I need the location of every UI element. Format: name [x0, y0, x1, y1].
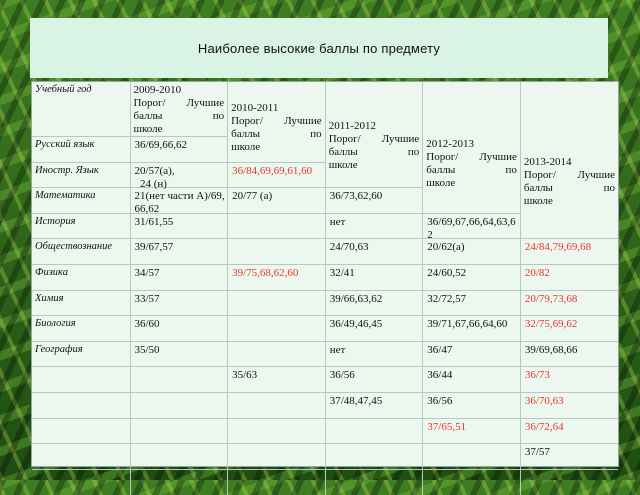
year-header-line2: баллы по — [328, 145, 420, 158]
score-cell — [228, 162, 326, 188]
score-value: 24/60,52 — [427, 266, 467, 279]
year-header-cell — [130, 82, 228, 137]
year-header-line3: школе — [523, 194, 553, 207]
year-header — [521, 82, 618, 208]
score-value: 39/69,68,66 — [524, 343, 578, 356]
score-value: 20/79,73,68 — [524, 292, 578, 305]
score-value: 37/57 — [524, 446, 550, 459]
score-cell — [228, 316, 326, 342]
score-value: 36/69,66,62 — [134, 139, 188, 151]
year-header-line1: Порог/ Лучшие — [231, 114, 322, 127]
year-header-year: 2010-2011 — [231, 101, 279, 114]
year-header-line3: школе — [231, 140, 261, 153]
score-cell — [130, 290, 228, 316]
score-cell — [130, 264, 228, 290]
score-value: 20/57(а), 24 (н) — [134, 164, 175, 190]
score-cell-inner — [326, 214, 423, 239]
score-value: 39/75,68,62,60 — [232, 266, 299, 279]
score-cell — [520, 418, 618, 444]
score-value: 37/65,51 — [427, 420, 467, 433]
score-cell-inner — [131, 163, 228, 188]
empty-cell — [228, 469, 326, 495]
empty-cell — [228, 418, 326, 444]
score-cell-inner — [423, 214, 520, 239]
empty-cell — [32, 418, 130, 444]
empty-cell — [325, 418, 423, 444]
score-value: 20/62(а) — [427, 241, 465, 254]
score-value: 36/70,63 — [524, 394, 564, 407]
subject-label: Физика — [35, 266, 68, 278]
score-cell-inner — [228, 316, 325, 341]
scores-table-frame — [31, 81, 619, 467]
score-value: нет — [329, 215, 346, 228]
score-cell-inner — [423, 342, 520, 367]
score-cell-inner — [521, 316, 618, 341]
score-cell — [325, 264, 423, 290]
score-cell-inner — [423, 291, 520, 316]
year-header-line3: школе — [133, 123, 163, 135]
score-value: 36/73 — [524, 369, 550, 382]
year-header-line1: Порог/ Лучшие — [133, 97, 225, 109]
empty-cell — [32, 469, 130, 495]
empty-cell — [32, 392, 130, 418]
score-cell — [325, 188, 423, 214]
score-value: 37/48,47,45 — [329, 394, 383, 407]
year-header-year: 2011-2012 — [328, 119, 376, 132]
score-value: 32/41 — [329, 266, 355, 279]
score-cell-inner — [131, 265, 228, 290]
score-cell — [520, 367, 618, 393]
score-cell — [423, 341, 521, 367]
score-value: 21(нет части А)/69,66,62 — [134, 190, 225, 216]
score-value: 32/75,69,62 — [524, 318, 578, 331]
subject-label: География — [35, 343, 83, 355]
year-header-year: 2013-2014 — [523, 155, 572, 168]
score-cell-inner — [521, 265, 618, 290]
title-band — [30, 18, 608, 78]
score-value: 39/67,57 — [134, 241, 174, 254]
score-cell — [130, 239, 228, 265]
score-value: 36/56 — [329, 369, 355, 382]
year-header-line1: Порог/ Лучшие — [523, 168, 615, 181]
corner-label: Учебный год — [35, 84, 92, 95]
score-cell — [130, 137, 228, 163]
score-value: 36/73,62,60 — [329, 190, 383, 203]
corner-header-cell — [32, 82, 130, 137]
empty-cell — [325, 444, 423, 470]
empty-cell — [423, 444, 521, 470]
score-cell — [520, 341, 618, 367]
score-value: 39/71,67,66,64,60 — [427, 318, 508, 331]
score-cell — [520, 392, 618, 418]
score-value: 36/69,67,66,64,63,62 — [427, 215, 516, 241]
subject-label: История — [35, 215, 76, 227]
subject-label: Химия — [35, 292, 64, 304]
subject-label: Русский язык — [35, 139, 95, 150]
year-header-cell — [423, 82, 521, 213]
score-value: 39/66,63,62 — [329, 292, 383, 305]
year-header-cell — [228, 82, 326, 162]
year-header-cell — [520, 82, 618, 239]
page-title: Наиболее высокие баллы по предмету — [197, 40, 441, 56]
year-header-line2: баллы по — [231, 127, 322, 140]
subject-label: Обществознание — [35, 241, 113, 253]
score-value: 36/72,64 — [524, 420, 564, 433]
score-value: 36/44 — [427, 369, 453, 382]
subject-label-cell — [32, 316, 130, 342]
score-cell — [228, 264, 326, 290]
empty-cell — [32, 444, 130, 470]
score-cell-inner — [423, 316, 520, 341]
score-cell-inner — [521, 393, 618, 418]
empty-cell — [228, 392, 326, 418]
subject-label-cell — [32, 264, 130, 290]
empty-cell — [130, 444, 228, 470]
score-cell-inner — [326, 393, 423, 418]
score-cell — [423, 239, 521, 265]
year-header-line2: баллы по — [523, 181, 615, 194]
score-cell-inner — [131, 137, 228, 162]
score-cell-inner — [131, 316, 228, 341]
score-cell — [130, 213, 228, 239]
scores-table — [32, 82, 618, 495]
score-cell-inner — [521, 239, 618, 264]
score-cell-inner — [423, 239, 520, 264]
score-cell-inner — [326, 239, 423, 264]
score-cell-inner — [326, 367, 423, 392]
empty-cell — [228, 444, 326, 470]
subject-label: Биология — [35, 318, 76, 330]
empty-cell — [32, 367, 130, 393]
score-cell — [423, 290, 521, 316]
score-cell — [325, 367, 423, 393]
score-cell-inner — [228, 214, 325, 239]
score-value: 24/84,79,69,68 — [524, 241, 592, 254]
score-cell-inner — [326, 188, 423, 213]
score-cell — [423, 392, 521, 418]
score-cell-inner — [131, 188, 228, 216]
score-cell-inner — [521, 291, 618, 316]
score-cell — [325, 290, 423, 316]
score-cell-inner — [326, 265, 423, 290]
score-cell — [325, 392, 423, 418]
subject-label-cell — [32, 213, 130, 239]
score-cell — [423, 367, 521, 393]
empty-cell — [130, 392, 228, 418]
year-header-line3: школе — [426, 176, 456, 189]
score-value: 36/47 — [427, 343, 453, 356]
subject-label-cell — [32, 239, 130, 265]
score-cell — [325, 239, 423, 265]
score-cell — [520, 290, 618, 316]
score-cell — [228, 290, 326, 316]
score-cell-inner — [228, 163, 325, 188]
score-cell-inner — [228, 291, 325, 316]
score-cell — [325, 341, 423, 367]
score-value: 36/84,69,69,61,60 — [232, 164, 313, 177]
year-header-line2: баллы по — [426, 163, 517, 176]
score-value: 20/82 — [524, 266, 550, 279]
subject-label: Иностр. Язык — [35, 164, 99, 176]
year-header-line1: Порог/ Лучшие — [328, 132, 420, 145]
score-value: 32/72,57 — [427, 292, 467, 305]
score-cell-inner — [423, 419, 520, 444]
score-cell — [130, 188, 228, 214]
score-value: 35/63 — [232, 369, 258, 382]
year-header-cell — [325, 82, 423, 188]
score-value: 33/57 — [134, 292, 160, 305]
year-header — [423, 82, 520, 190]
score-cell — [423, 264, 521, 290]
score-cell-inner — [228, 367, 325, 392]
empty-cell — [423, 469, 521, 495]
year-header-line3: школе — [328, 158, 358, 171]
subject-label-cell — [32, 188, 130, 214]
score-cell — [228, 239, 326, 265]
score-value: 20/77 (а) — [232, 190, 273, 203]
score-value: 34/57 — [134, 266, 160, 279]
score-cell — [423, 213, 521, 239]
score-cell-inner — [131, 214, 228, 239]
score-cell-inner — [228, 342, 325, 367]
score-cell-inner — [521, 419, 618, 444]
subject-label-cell — [32, 290, 130, 316]
score-cell-inner — [228, 188, 325, 213]
score-cell — [520, 239, 618, 265]
score-cell-inner — [326, 342, 423, 367]
score-value: 36/56 — [427, 394, 453, 407]
score-cell — [423, 418, 521, 444]
score-cell — [325, 316, 423, 342]
subject-label-cell — [32, 162, 130, 188]
score-cell — [130, 162, 228, 188]
score-cell-inner — [228, 265, 325, 290]
year-header — [326, 82, 423, 172]
score-cell — [130, 341, 228, 367]
score-cell — [228, 188, 326, 214]
score-cell — [520, 316, 618, 342]
subject-label: Математика — [35, 190, 96, 202]
score-cell-inner — [326, 316, 423, 341]
score-cell-inner — [326, 291, 423, 316]
empty-cell — [130, 469, 228, 495]
year-header — [228, 82, 325, 154]
empty-cell — [130, 367, 228, 393]
year-header-year: 2009-2010 — [133, 84, 182, 96]
score-cell-inner — [228, 239, 325, 264]
empty-cell — [130, 418, 228, 444]
score-value: нет — [329, 343, 346, 356]
empty-cell — [325, 469, 423, 495]
year-header — [131, 82, 228, 136]
score-cell — [325, 213, 423, 239]
score-cell — [520, 264, 618, 290]
score-cell — [228, 367, 326, 393]
score-value: 36/60 — [134, 318, 160, 331]
score-cell — [130, 316, 228, 342]
score-cell-inner — [521, 342, 618, 367]
score-cell-inner — [131, 342, 228, 367]
score-cell — [228, 341, 326, 367]
year-header-line1: Порог/ Лучшие — [426, 150, 517, 163]
score-value: 35/50 — [134, 343, 160, 356]
subject-label-cell — [32, 137, 130, 163]
score-cell-inner — [131, 291, 228, 316]
score-cell — [228, 213, 326, 239]
score-value: 31/61,55 — [134, 215, 174, 228]
score-value: 24/70,63 — [329, 241, 369, 254]
score-cell-inner — [131, 239, 228, 264]
score-cell-inner — [423, 393, 520, 418]
score-cell — [520, 444, 618, 470]
score-cell-inner — [521, 367, 618, 392]
year-header-year: 2012-2013 — [426, 137, 474, 150]
subject-label-cell — [32, 341, 130, 367]
year-header-line2: баллы по — [133, 110, 225, 122]
score-cell — [423, 316, 521, 342]
score-cell-inner — [423, 265, 520, 290]
score-value: 36/49,46,45 — [329, 318, 383, 331]
score-cell-inner — [423, 367, 520, 392]
score-cell-inner — [521, 444, 618, 469]
empty-cell — [520, 469, 618, 495]
